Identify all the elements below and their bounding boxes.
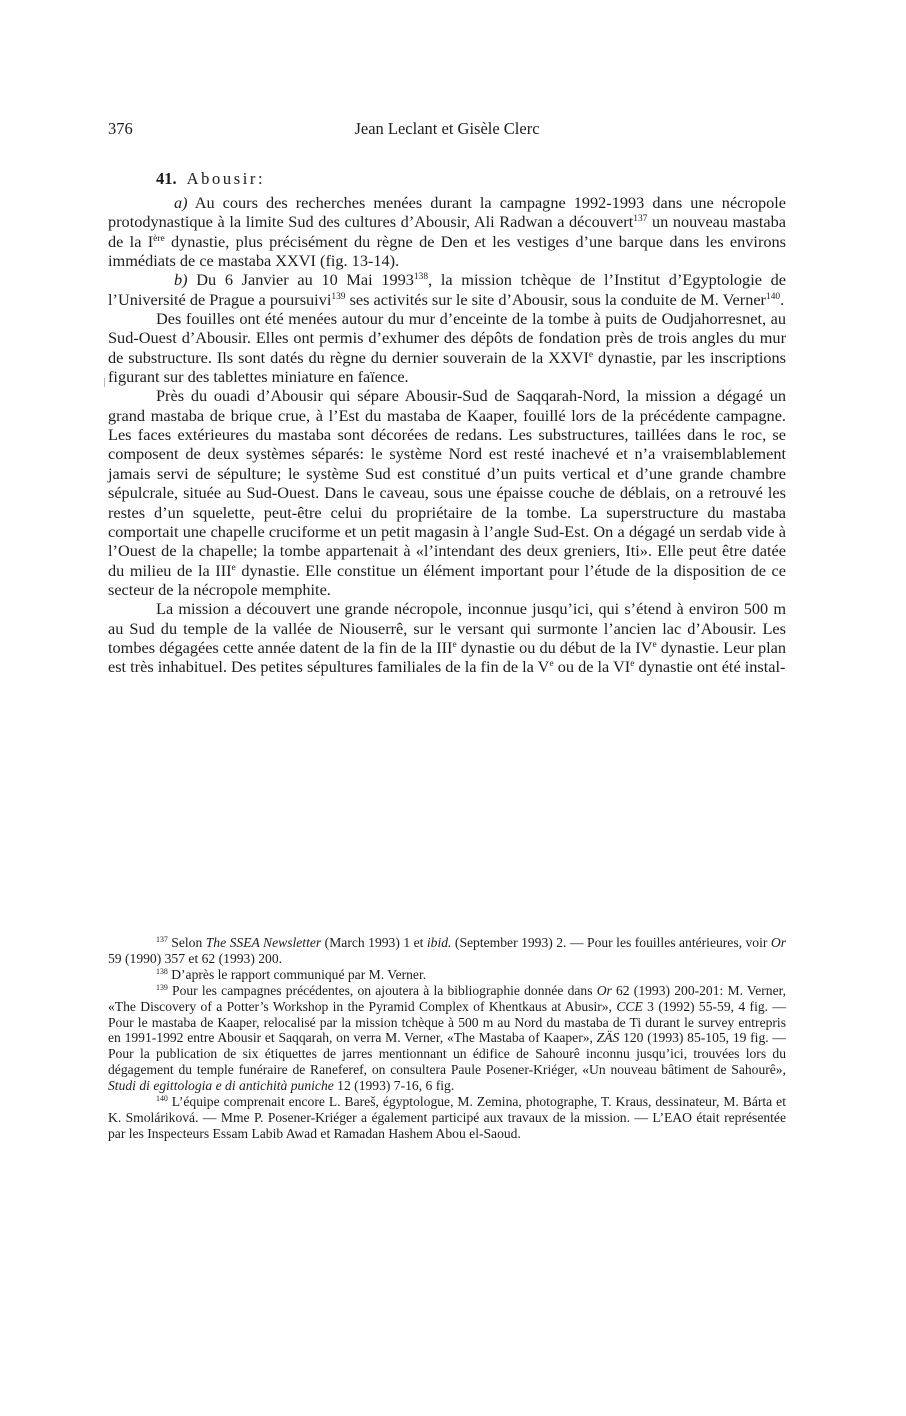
- section-number: 41.: [156, 169, 177, 188]
- body-text: [108, 193, 786, 677]
- running-title: Jean Leclant et Gisèle Clerc: [354, 119, 540, 138]
- paragraph-4: Près du ouadi d’Abousir qui sépare Abousir-Sud de Saqqarah-Nord, la mission a dégagé un grand mastaba de brique crue, à l’Est du mastaba de Kaaper, fouillé lors de la précédente campagne. Les faces extérieures du mastaba sont décorées de redans. Les substructures, taillées dans le roc, se composent de deux systèmes séparés: le système Nord est resté inachevé et n’a vraisemblablement jamais servi de sépulture; le système Sud est constitué d’un puits vertical et d’une grande chambre sépulcrale, située au Sud-Ouest. Dans le caveau, sous une épaisse couche de déblais, on a retrouvé les restes d’un squelette, peut-être celui du propriétaire de la tombe. La superstructure du mastaba comportait une chapelle cruciforme et un petit magasin à l’angle Sud-Est. On a dégagé un serdab vide à l’Ouest de la chapelle; la tombe appartenait à «l’intendant des deux greniers, Iti». Elle peut être datée du milieu de la IIIe dynastie. Elle constitue un élément important pour l’étude de la disposition de ce secteur de la nécropole memphite.: [108, 386, 787, 599]
- footnotes: [108, 935, 786, 1142]
- section-heading: [156, 165, 786, 193]
- footnote-139: $^{139}$ Pour les campagnes précédentes, on ajoutera à la bibliographie donnée dans Or 62 (1993) 200-201: M. Verner, «The Discovery of a Potter’s Workshop in the Pyramid Complex of Khentkaus at Abusir», CCE 3 (1992) 55-59, 4 fig. — Pour le mastaba de Kaaper, relocalisé par la mission tchèque à 500 m au Nord du mastaba de Ti durant le survey entrepris en 1991-1992 entre Abousir et Saqqarah, on verra M. Verner, «The Mastaba of Kaaper», ZÄS 120 (1993) 85-105, 19 fig. — Pour la publication de six étiquettes de jarres mentionnant un édifice de Sahourê inconnu jusqu’ici, trouvées lors du dégagement du temple funéraire de Raneferef, on consultera Paule Posener-Kriéger, «Un nouveau bâtiment de Sahourê», Studi di egittologia e di antichità puniche 12 (1993) 7-16, 6 fig.: [108, 982, 787, 1094]
- footnote-137: $^{137}$ Selon The SSEA Newsletter (March 1993) 1 et ibid. (September 1993) 2. — Pour les fouilles antérieures, voir Or 59 (1990) 357 et 62 (1993) 200.: [108, 934, 786, 966]
- footnote-ref[interactable]: 140: [765, 291, 781, 302]
- footnote-number: 137: [156, 934, 168, 944]
- footnote-number: 140: [156, 1093, 168, 1103]
- footnote-ref[interactable]: 138: [413, 272, 429, 283]
- paragraph-b: b) Du 6 Janvier au 10 Mai 1993$^{138}$, la mission tchèque de l’Institut d’Egyptologie de l’Université de Prague a poursuivi$^{139}$ ses activités sur le site d’Abousir, sous la conduite de M. Verner$^{140}$.: [108, 270, 787, 309]
- section-title: Abousir:: [186, 169, 266, 188]
- paragraph-3: Des fouilles ont été menées autour du mur d’enceinte de la tombe à puits de Oudjahorresnet, au Sud-Ouest d’Abousir. Elles ont permis d’exhumer des dépôts de fondation près de trois angles du mur de substructure. Ils sont datés du règne du dernier souverain de la XXVIe dynastie, par les inscriptions figurant sur des tablettes miniature en faïence.: [108, 309, 786, 387]
- page-header: [108, 119, 786, 143]
- footnote-140: $^{140}$ L’équipe comprenait encore L. Bareš, égyptologue, M. Zemina, photographe, T. Kraus, dessinateur, M. Bárta et K. Smoláriková. — Mme P. Posener-Kriéger a également participé aux travaux de la mission. — L’EAO était représentée par les Inspecteurs Essam Labib Awad et Ramadan Hashem Abou el-Saoud.: [108, 1093, 786, 1141]
- footnote-ref[interactable]: 137: [633, 214, 648, 225]
- footnote-number: 138: [156, 966, 168, 976]
- page-number: 376: [108, 119, 133, 138]
- paragraph-5: La mission a découvert une grande nécropole, inconnue jusqu’ici, qui s’étend à environ 500 m au Sud du temple de la vallée de Niouserrê, sur le versant qui surmonte l’ancien lac d’Abousir. Les tombes dégagées cette année datent de la fin de la IIIe dynastie ou du début de la IVe dynastie. Leur plan est très inhabituel. Des petites sépultures familiales de la fin de la Ve ou de la VIe dynastie ont été instal-: [108, 599, 786, 677]
- footnote-number: 139: [156, 982, 168, 992]
- paragraph-label: a): [174, 193, 188, 212]
- margin-mark: [104, 378, 105, 387]
- footnote-138: $^{138}$ D’après le rapport communiqué par M. Verner.: [156, 966, 427, 982]
- paragraph-label: b): [174, 270, 188, 290]
- footnote-ref[interactable]: 139: [331, 291, 346, 302]
- section-41: [108, 165, 786, 677]
- paragraph-a: a) Au cours des recherches menées durant la campagne 1992-1993 dans une nécropole protodynastique à la limite Sud des cultures d’Abousir, Ali Radwan a découvert$^{137}$ un nouveau mastaba de la Ière dynastie, plus précisément du règne de Den et les vestiges d’une barque dans les environs immédiats de ce mastaba XXVI (fig. 13-14).: [108, 193, 786, 271]
